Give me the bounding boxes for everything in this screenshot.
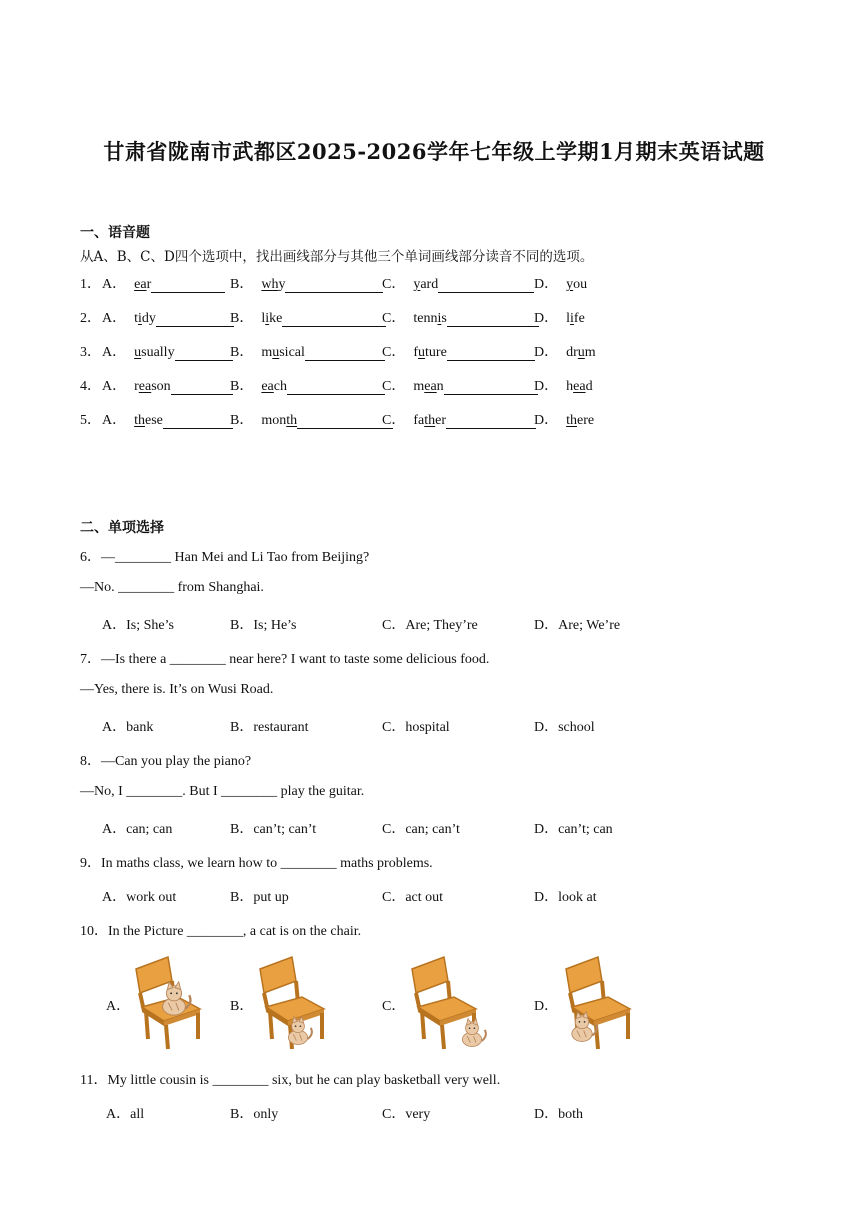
q10-option-c[interactable]: C． [382, 999, 406, 1014]
option-word [566, 345, 596, 360]
word-prefix: t [134, 311, 139, 326]
phonetic-q3-option-c[interactable] [382, 341, 535, 361]
phonetic-q2-option-c[interactable] [382, 307, 539, 327]
phonetic-q4-option-a[interactable] [102, 375, 233, 395]
q8-option-b[interactable]: B．can’t; can’t [230, 822, 317, 837]
underlined-letters: u [134, 345, 142, 360]
underlined-letters: th [566, 413, 578, 428]
section-instruction: 从A、B、C、D四个选项中，找出画线部分与其他三个单词画线部分读音不同的选项。 [80, 249, 594, 265]
section-heading-choice: 二、单项选择 [80, 520, 164, 536]
chair-cat-illustration-a [136, 957, 200, 1049]
q8-option-c[interactable]: C．can; can’t [382, 822, 460, 837]
option-word [566, 413, 594, 428]
word-suffix: er [435, 413, 447, 428]
underlined-letters: i [437, 311, 442, 326]
underlined-letters: i [570, 311, 574, 326]
picture-b-cat-under-chair [250, 955, 334, 1051]
word-suffix: ard [420, 277, 439, 292]
word-suffix: son [151, 379, 171, 394]
phonetic-q1-option-d[interactable] [534, 273, 587, 293]
q11-option-a[interactable]: A．all [106, 1107, 145, 1122]
phonetic-question-3-number: 3． [80, 345, 101, 360]
word-prefix: m [413, 379, 425, 394]
q6-option-b[interactable]: B．Is; He’s [230, 618, 297, 633]
option-letter: A． [102, 277, 127, 292]
underlined-letters: th [286, 413, 298, 428]
answer-blank [438, 278, 534, 293]
cat-icon [462, 1019, 485, 1047]
option-letter: B． [230, 379, 254, 394]
question-6-line-1: 6．—________ Han Mei and Li Tao from Beijing? [80, 550, 370, 565]
option-letter: A． [102, 345, 127, 360]
option-letter: C． [382, 311, 406, 326]
q11-option-d[interactable]: D．both [534, 1107, 583, 1122]
answer-blank [444, 380, 538, 395]
underlined-letters: i [138, 311, 142, 326]
q9-option-b[interactable]: B．put up [230, 890, 289, 905]
option-letter: D． [534, 413, 559, 428]
q8-option-d[interactable]: D．can’t; can [534, 822, 613, 837]
option-word [413, 379, 443, 394]
word-suffix: n [436, 379, 444, 394]
answer-blank [171, 380, 233, 395]
underlined-letters: ea [261, 379, 274, 394]
phonetic-q5-option-a[interactable] [102, 409, 233, 429]
q7-option-d[interactable]: D．school [534, 720, 595, 735]
phonetic-q1-option-c[interactable] [382, 273, 534, 293]
phonetic-q4-option-d[interactable] [534, 375, 593, 395]
word-suffix: ke [269, 311, 283, 326]
word-prefix: r [134, 379, 139, 394]
option-letter: A． [102, 413, 127, 428]
word-suffix: sually [141, 345, 175, 360]
answer-blank [175, 346, 233, 361]
underlined-letters: th [134, 413, 146, 428]
option-word [261, 277, 285, 292]
option-word [261, 379, 287, 394]
phonetic-q4-option-b[interactable] [230, 375, 385, 395]
phonetic-question-1-number: 1． [80, 277, 101, 292]
option-word [413, 413, 446, 428]
option-letter: B． [230, 413, 254, 428]
picture-d-cat-in-front-of-chair [556, 955, 640, 1051]
phonetic-q3-option-d[interactable] [534, 341, 596, 361]
option-letter: D． [534, 277, 559, 292]
option-word [134, 311, 156, 326]
phonetic-q2-option-a[interactable] [102, 307, 234, 327]
answer-blank [156, 312, 234, 327]
q6-option-c[interactable]: C．Are; They’re [382, 618, 478, 633]
phonetic-q3-option-a[interactable] [102, 341, 233, 361]
option-word [413, 311, 446, 326]
answer-blank [305, 346, 385, 361]
underlined-letters: ea [573, 379, 586, 394]
option-word [261, 413, 297, 428]
page-title: 甘肃省陇南市武都区2025-2026学年七年级上学期1月期末英语试题 [103, 139, 765, 164]
chair-cat-illustration-d [566, 957, 630, 1049]
q11-option-c[interactable]: C．very [382, 1107, 431, 1122]
option-letter: C． [382, 379, 406, 394]
q11-option-b[interactable]: B．only [230, 1107, 279, 1122]
option-letter: D． [534, 311, 559, 326]
q9-option-d[interactable]: D．look at [534, 890, 597, 905]
underlined-letters: y [566, 277, 574, 292]
question-7-line-2: —Yes, there is. It’s on Wusi Road. [80, 682, 274, 697]
phonetic-question-2-number: 2． [80, 311, 101, 326]
option-letter: B． [230, 277, 254, 292]
underlined-letters: ea [424, 379, 437, 394]
phonetic-q5-option-d[interactable] [534, 409, 594, 429]
underlined-letters: y [413, 277, 421, 292]
option-word [566, 379, 592, 394]
word-suffix: m [584, 345, 596, 360]
question-10-line-1: 10．In the Picture ________, a cat is on the chair. [80, 924, 362, 939]
word-prefix: f [413, 345, 419, 360]
picture-a-cat-on-chair [126, 955, 210, 1051]
q7-option-a[interactable]: A．bank [102, 720, 154, 735]
q10-option-d[interactable]: D． [534, 999, 559, 1014]
option-word [134, 413, 163, 428]
option-word [566, 277, 587, 292]
word-prefix: m [261, 345, 273, 360]
q7-option-b[interactable]: B．restaurant [230, 720, 309, 735]
option-letter: B． [230, 345, 254, 360]
q6-option-a[interactable]: A．Is; She’s [102, 618, 174, 633]
option-letter: D． [534, 379, 559, 394]
option-word [413, 277, 438, 292]
word-prefix: l [566, 311, 571, 326]
answer-blank [297, 414, 393, 429]
phonetic-q2-option-b[interactable] [230, 307, 386, 327]
word-prefix: mon [261, 413, 287, 428]
word-prefix: tenn [413, 311, 438, 326]
underlined-letters: ea [138, 379, 152, 394]
option-word [134, 277, 151, 292]
underlined-letters: wh [261, 277, 279, 292]
section-heading-phonetics: 一、语音题 [80, 225, 150, 241]
word-suffix: d [585, 379, 593, 394]
answer-blank [163, 414, 233, 429]
word-suffix: s [441, 311, 447, 326]
underlined-letters: i [265, 311, 270, 326]
word-suffix: ch [273, 379, 287, 394]
answer-blank [151, 278, 225, 293]
phonetic-q5-option-c[interactable] [382, 409, 536, 429]
answer-blank [447, 312, 539, 327]
chair-cat-illustration-c [412, 957, 486, 1049]
word-prefix: h [566, 379, 574, 394]
option-word [261, 345, 305, 360]
option-word [566, 311, 585, 326]
q10-option-a[interactable]: A． [106, 999, 131, 1014]
option-word [261, 311, 282, 326]
option-word [134, 345, 174, 360]
word-suffix: fe [573, 311, 585, 326]
phonetic-q4-option-c[interactable] [382, 375, 538, 395]
phonetic-q5-option-b[interactable] [230, 409, 393, 429]
option-letter: B． [230, 311, 254, 326]
underlined-letters: th [424, 413, 436, 428]
word-suffix: y [278, 277, 286, 292]
phonetic-q2-option-d[interactable] [534, 307, 585, 327]
phonetic-question-5-number: 5． [80, 413, 101, 428]
phonetic-q3-option-b[interactable] [230, 341, 385, 361]
answer-blank [447, 346, 535, 361]
question-7-line-1: 7．—Is there a ________ near here? I want to taste some delicious food. [80, 652, 490, 667]
word-suffix: ture [425, 345, 447, 360]
underlined-letters: u [418, 345, 426, 360]
phonetic-question-4-number: 4． [80, 379, 101, 394]
word-prefix: fa [413, 413, 425, 428]
question-6-line-2: —No. ________ from Shanghai. [80, 580, 264, 595]
question-11-line-1: 11．My little cousin is ________ six, but he can play basketball very well. [80, 1073, 501, 1088]
question-8-line-1: 8．—Can you play the piano? [80, 754, 252, 769]
answer-blank [446, 414, 536, 429]
option-letter: C． [382, 277, 406, 292]
answer-blank [285, 278, 383, 293]
chair-cat-illustration-b [260, 957, 324, 1049]
word-suffix: ere [577, 413, 595, 428]
underlined-letters: u [577, 345, 585, 360]
phonetic-q1-option-b[interactable] [230, 273, 383, 293]
word-prefix: dr [566, 345, 578, 360]
option-letter: A． [102, 311, 127, 326]
answer-blank [287, 380, 385, 395]
phonetic-q1-option-a[interactable] [102, 273, 225, 293]
option-letter: C． [382, 345, 406, 360]
q8-option-a[interactable]: A．can; can [102, 822, 173, 837]
option-word [134, 379, 171, 394]
word-suffix: ese [145, 413, 163, 428]
answer-blank [282, 312, 386, 327]
picture-c-cat-beside-chair [402, 955, 492, 1051]
word-suffix: r [146, 277, 152, 292]
q7-option-c[interactable]: C．hospital [382, 720, 450, 735]
option-letter: A． [102, 379, 127, 394]
option-word [413, 345, 446, 360]
underlined-letters: u [272, 345, 280, 360]
option-letter: C． [382, 413, 406, 428]
word-prefix: l [261, 311, 266, 326]
option-letter: D． [534, 345, 559, 360]
underlined-letters: ea [134, 277, 147, 292]
question-8-line-2: —No, I ________. But I ________ play the guitar. [80, 784, 365, 799]
word-suffix: ou [573, 277, 588, 292]
q9-option-c[interactable]: C．act out [382, 890, 444, 905]
q10-option-b[interactable]: B． [230, 999, 254, 1014]
word-suffix: sical [279, 345, 305, 360]
q6-option-d[interactable]: D．Are; We’re [534, 618, 621, 633]
question-9-line-1: 9．In maths class, we learn how to ________ maths problems. [80, 856, 433, 871]
q9-option-a[interactable]: A．work out [102, 890, 177, 905]
word-suffix: dy [141, 311, 156, 326]
